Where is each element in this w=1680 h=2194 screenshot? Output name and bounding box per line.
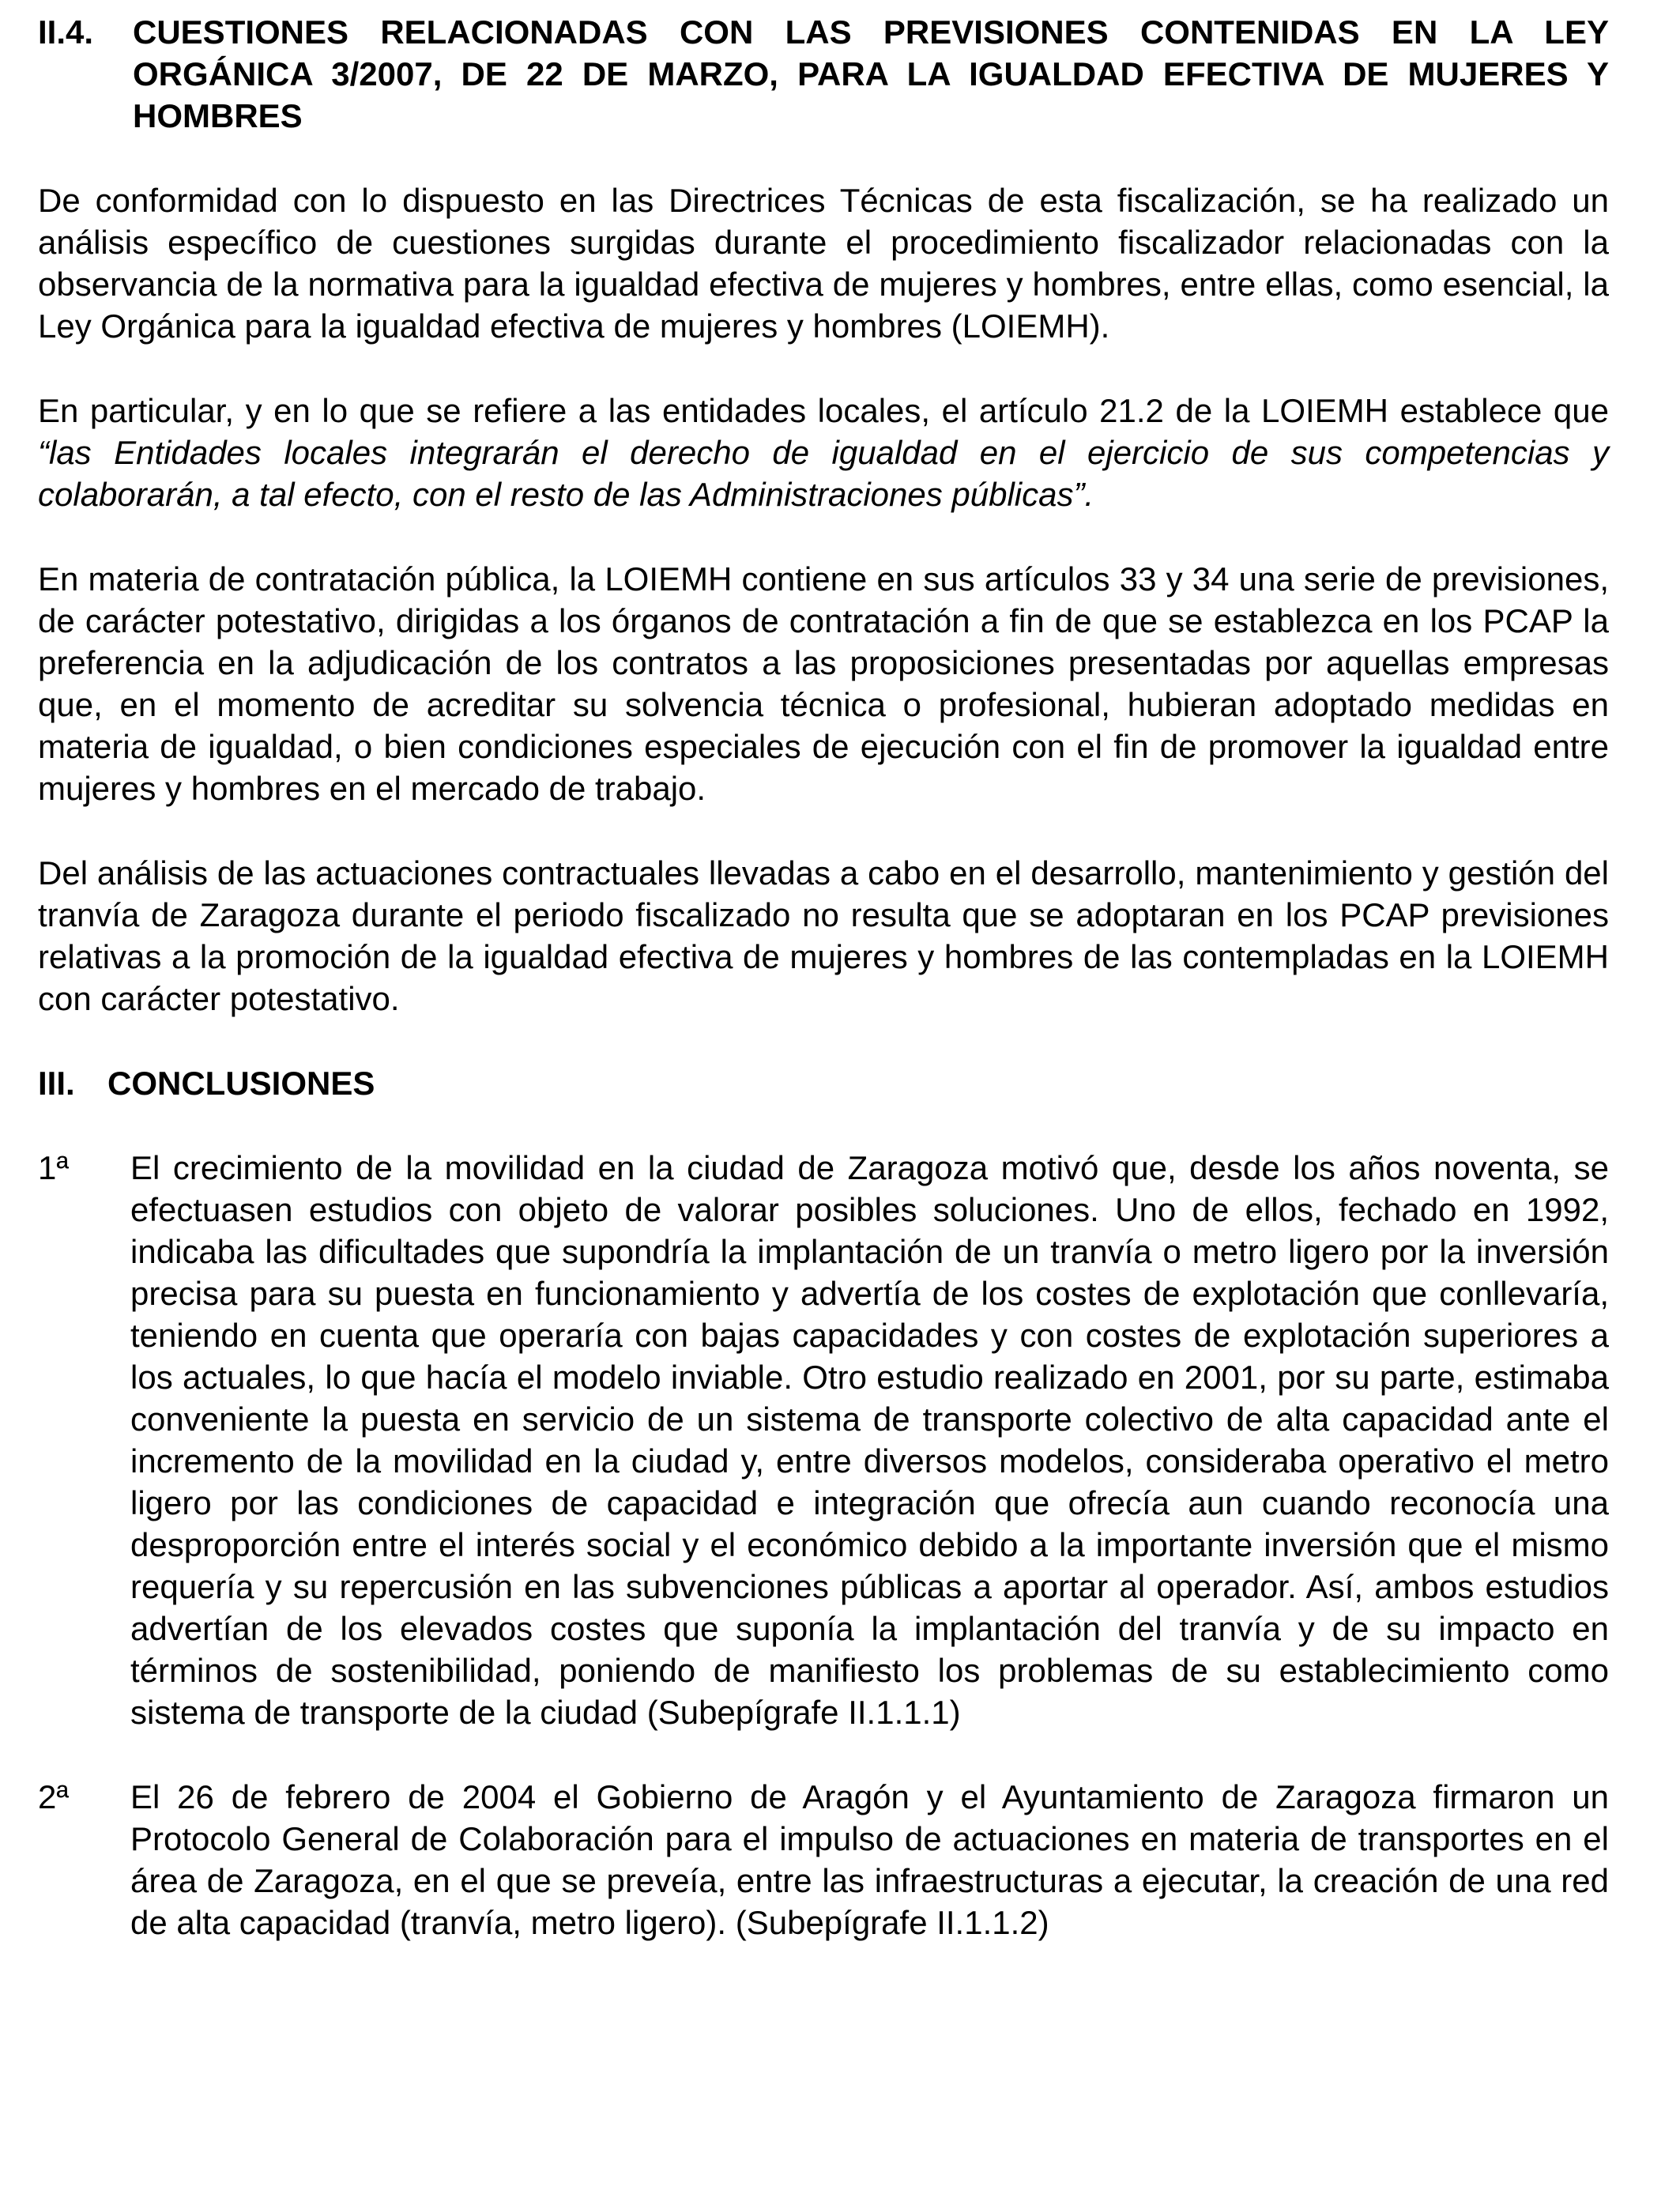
conclusion-number: 1ª (38, 1149, 69, 1186)
conclusion-item (38, 1776, 1609, 1943)
conclusion-text: El crecimiento de la movilidad en la ciudad de Zaragoza motivó que, desde los años noventa, se efectuasen estudios con objeto de valorar posibles soluciones. Uno de ellos, fechado en 1992, indicaba las dificultades que supondría la implantación de un tranvía o metro ligero por la inversión precisa para su puesta en funcionamiento y advertía de los costes de explotación que conllevaría, teniendo en cuenta que operaría con bajas capacidades y con costes de explotación superiores a los actuales, lo que hacía el modelo inviable. Otro estudio realizado en 2001, por su parte, estimaba conveniente la puesta en servicio de un sistema de transporte colectivo de alta capacidad ante el incremento de la movilidad en la ciudad y, entre diversos modelos, consideraba operativo el metro ligero por las condiciones de capacidad e integración que ofrecía aun cuando reconocía una desproporción entre el interés social y el económico debido a la importante inversión que el mismo requería y su repercusión en las subvenciones públicas a aportar al operador. Así, ambos estudios advertían de los elevados costes que suponía la implantación del tranvía y de su impacto en términos de sostenibilidad, poniendo de manifiesto los problemas de su establecimiento como sistema de transporte de la ciudad (Subepígrafe II.1.1.1) (130, 1149, 1609, 1731)
conclusion-item (38, 1147, 1609, 1733)
section-heading (38, 11, 1609, 137)
document-page (38, 11, 1609, 1943)
paragraph-3: En materia de contratación pública, la LOIEMH contiene en sus artículos 33 y 34 una serie de previsiones, de carácter potestativo, dirigidas a los órganos de contratación a fin de que se establezca en los PCAP la preferencia en la adjudicación de los contratos a las proposiciones presentadas por aquellas empresas que, en el momento de acreditar su solvencia técnica o profesional, hubieran adoptado medidas en materia de igualdad, o bien condiciones especiales de ejecución con el fin de promover la igualdad entre mujeres y hombres en el mercado de trabajo. (38, 560, 1609, 807)
conclusions-heading (38, 1062, 1609, 1104)
section-heading-number: II.4. (38, 13, 94, 51)
paragraph-2-quote: “las Entidades locales integrarán el derecho de igualdad en el ejercicio de sus competencias y colaborarán, a tal efecto, con el resto de las Administraciones públicas”. (38, 434, 1609, 513)
paragraph-1: De conformidad con lo dispuesto en las Directrices Técnicas de esta fiscalización, se ha realizado un análisis específico de cuestiones surgidas durante el procedimiento fiscalizador relacionadas con la observancia de la normativa para la igualdad efectiva de mujeres y hombres, entre ellas, como esencial, la Ley Orgánica para la igualdad efectiva de mujeres y hombres (LOIEMH). (38, 182, 1609, 345)
conclusion-number: 2ª (38, 1778, 69, 1815)
conclusions-heading-number: III. (38, 1065, 75, 1102)
conclusion-text: El 26 de febrero de 2004 el Gobierno de Aragón y el Ayuntamiento de Zaragoza firmaron un Protocolo General de Colaboración para el impulso de actuaciones en materia de transportes en el área de Zaragoza, en el que se preveía, entre las infraestructuras a ejecutar, la creación de una red de alta capacidad (tranvía, metro ligero). (Subepígrafe II.1.1.2) (130, 1778, 1609, 1941)
paragraph-2 (38, 390, 1609, 515)
section-heading-title: CUESTIONES RELACIONADAS CON LAS PREVISIONES CONTENIDAS EN LA LEY ORGÁNICA 3/2007, DE 22 DE MARZO, PARA LA IGUALDAD EFECTIVA DE MUJERES Y HOMBRES (133, 13, 1609, 134)
paragraph-2-intro: En particular, y en lo que se refiere a las entidades locales, el artículo 21.2 de la LOIEMH establece que (38, 392, 1609, 429)
paragraph-4: Del análisis de las actuaciones contractuales llevadas a cabo en el desarrollo, mantenimiento y gestión del tranvía de Zaragoza durante el periodo fiscalizado no resulta que se adoptaran en los PCAP previsiones relativas a la promoción de la igualdad efectiva de mujeres y hombres de las contempladas en la LOIEMH con carácter potestativo. (38, 854, 1609, 1017)
conclusions-heading-title: CONCLUSIONES (107, 1065, 375, 1102)
